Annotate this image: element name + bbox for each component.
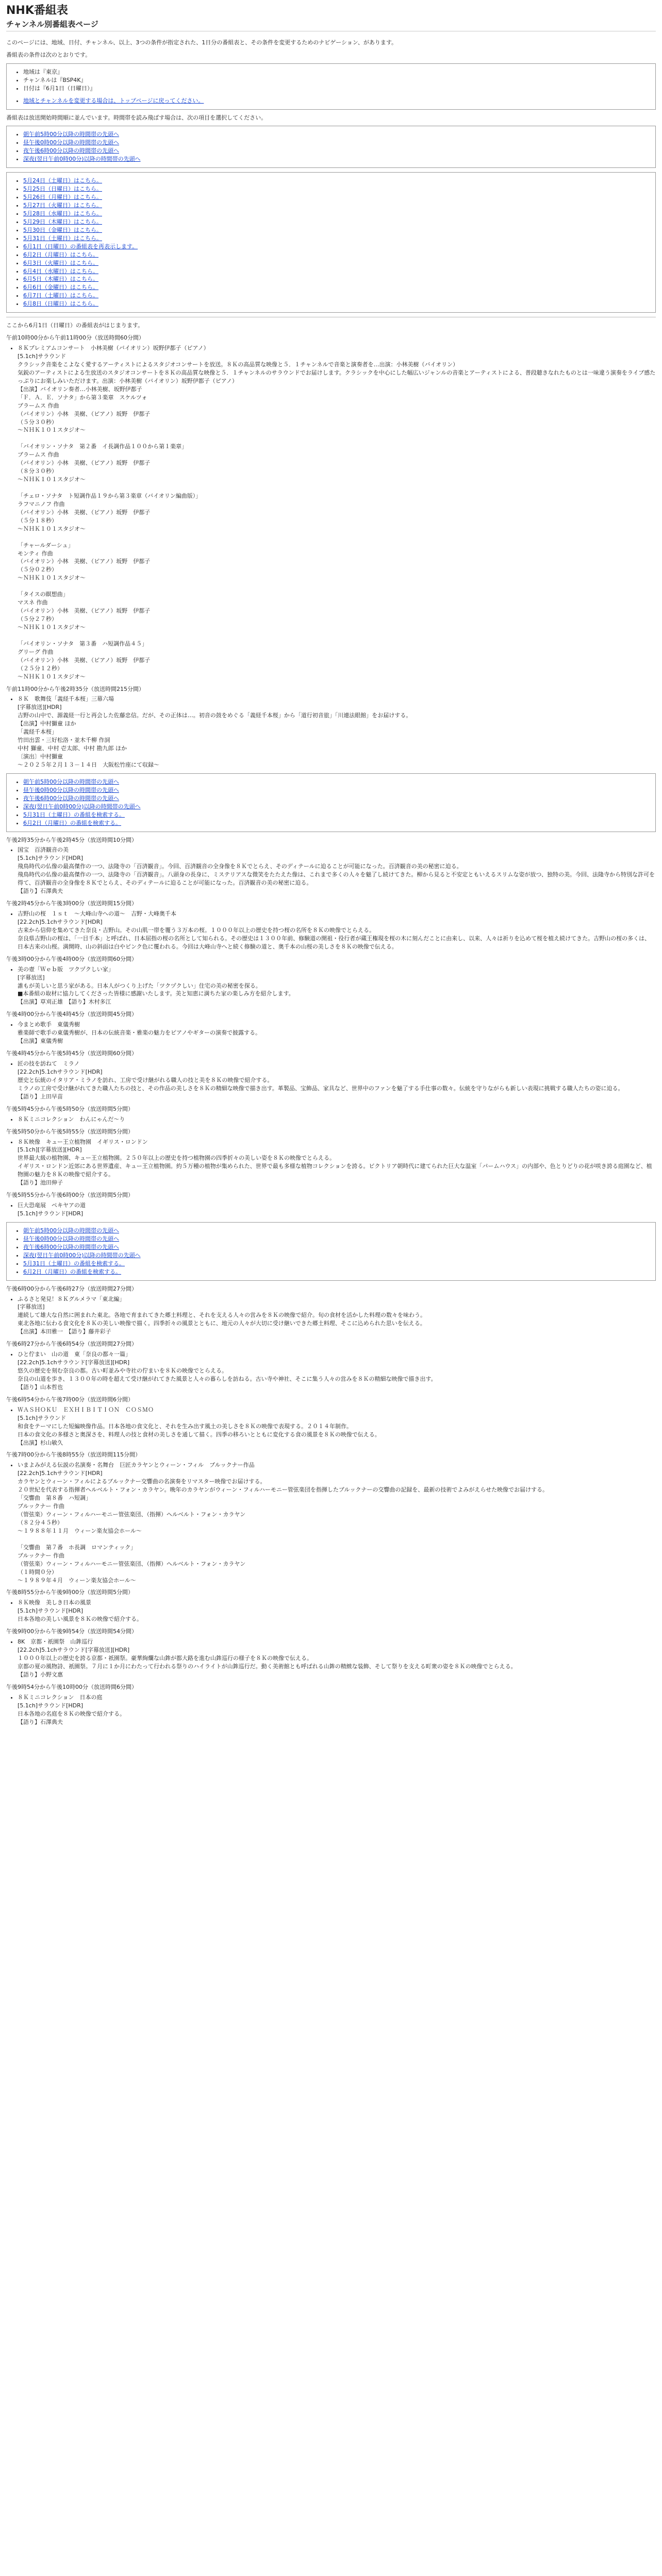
program-line: ～ＮＨＫ１０１スタジオ～ [18,476,86,483]
program-details [6,1693,656,1726]
time-nav-repeat-link[interactable]: 昼午後0時00分以降の時間帯の先頭へ [23,786,119,793]
program-line: • 今まとめ歌手 東儀秀樹 [18,1021,80,1028]
program-line: • ひと佇まい 山の道 東「奈良の都々一篇」 [18,1351,131,1358]
date-nav-link[interactable]: 5月30日（金曜日）はこちら。 [23,226,102,233]
program-line: イギリス・ロンドン近郊にある世界遺産、キュー王立植物園。約５万種の植物が集められた、世界で最も多様な植物コレクションを誇る。ビクトリア朝時代に建てられた巨大な温室「パームハウス」の内部や、色とりどりの花が咲き誇る庭園など、植物園の魅力を８Ｋの映像で紹介する。 [18,1163,652,1178]
time-nav-repeat-link[interactable]: 夜午後6時00分以降の時間帯の先頭へ [23,1243,119,1250]
time-nav-repeat-item [23,811,650,819]
program-line: ～ＮＨＫ１０１スタジオ～ [18,525,86,532]
program-line: 【語り】石澤典夫 [18,888,63,895]
program-line: ブラームス 作曲 [18,402,59,409]
program-line: • いまよみがえる伝説の名演奏・名舞台 巨匠カラヤンとウィーン・フィル ブルックナー作品 [18,1462,255,1469]
program-item [18,1638,656,1679]
program-line: [5.1ch]サラウンド [18,353,67,360]
program-line: ～ＮＨＫ１０１スタジオ～ [18,427,86,434]
program-line: 「バイオリン・ソナタ 第３番 ハ短調作品４５」 [18,640,148,647]
program-line: [22.2ch]5.1chサラウンド[字幕放送][HDR] [18,1359,130,1366]
program-line: マスネ 作曲 [18,599,48,606]
program-time: 午後5時50分から午後5時55分（放送時間5分間） [6,1128,134,1135]
program-details [6,1638,656,1679]
time-nav-repeat-item [23,1251,650,1260]
program-line: • 美の壺「Ｗｅｂ版 ツクヅクしい家」 [18,965,114,973]
program-line: 日本各地の美しい風景を８Ｋの映像で紹介する。 [18,1616,142,1623]
program-line: カラヤンとウィーン・フィルによるブルックナー交響曲の名演奏をリマスター映像でお届けする。 [18,1478,266,1485]
time-nav-repeat-link[interactable]: 夜午後6時00分以降の時間帯の先頭へ [23,794,119,802]
program-line: モンティ 作曲 [18,550,53,557]
program-details [6,344,656,681]
program-line: 【出演】本田雅一 【語り】藤井彩子 [18,1328,111,1335]
program-item [18,1461,656,1584]
program-line: 誰もが美しいと思う家がある。日本人がつくり上げた「ツクヅクしい」住宅の美の秘密を探る。 [18,982,261,989]
program-line: [22.2ch]5.1chサラウンド[HDR] [18,1068,103,1075]
program-line: 日本の食文化の多様さと奥深さを、料理人の技と食材の美しさを通して描く。四季の移ろいとともに変化する食の風景を８Ｋの映像で伝える。 [18,1431,380,1438]
time-nav-repeat-link[interactable]: 深夜(翌日午前0時00分)以降の時間帯の先頭へ [23,1251,141,1259]
program-line: （８２分４５秒） [18,1519,63,1526]
time-nav-list [12,130,650,163]
program-line: 東北各地に伝わる食文化を８Ｋの美しい映像で描く。四季折々の風景とともに、地元の人々が大切に受け継いできた郷土料理、そこに込められた思いを伝える。 [18,1320,426,1327]
program-line: 京都の夏の風物詩、祇園祭。７月に１か月にわたって行われる祭りのハイライトが山鉾巡行だ。動く美術館とも呼ばれる山鉾の精緻な装飾、そして祭りを支える町衆の姿を８Ｋの映像でとらえる。 [18,1663,517,1670]
program-details [6,1295,656,1336]
program-line: 【語り】石澤典夫 [18,1718,63,1725]
program-item [18,1295,656,1336]
program-item [18,910,656,951]
program-line: （１時間０分） [18,1568,57,1575]
time-nav-repeat-item [23,778,650,786]
program-time: 午後9時00分から午後9時54分（放送時間54分間） [6,1628,137,1635]
program-details [6,965,656,1007]
date-nav-item [23,177,650,185]
time-nav-repeat-item [23,1268,650,1276]
program-line: 「義経千本桜」 [18,728,57,736]
program-time: 午後3時00分から午後4時00分（放送時間60分間） [6,955,137,962]
date-nav-item [23,259,650,267]
program-line: [5.1ch]サラウンド[HDR] [18,1702,84,1709]
program-line: １０００年以上の歴史を誇る京都・祇園祭。豪華絢爛な山鉾が都大路を進む山鉾巡行の様子を８Ｋの映像で伝える。 [18,1655,312,1662]
program-item [18,344,656,681]
date-nav-link[interactable]: 6月5日（木曜日）はこちら。 [23,276,98,283]
time-nav-repeat-link[interactable]: 5月31日（土曜日）の番組を検索する。 [23,1260,125,1267]
program-line: （バイオリン）小林 美樹、（ピアノ）坂野 伊都子 [18,656,151,664]
program-time: 午後6時27分から午後6時54分（放送時間27分間） [6,1341,137,1348]
program-line: （２５分１２秒） [18,665,63,672]
program-time: 午後2時45分から午後3時00分（放送時間15分間） [6,900,137,907]
program-line: ～ＮＨＫ１０１スタジオ～ [18,574,86,582]
program-details [6,695,656,769]
time-nav-repeat-item [23,786,650,794]
program-line: （バイオリン）小林 美樹、（ピアノ）坂野 伊都子 [18,607,151,615]
program-line: 竹田出雲・三好松洛・並木千柳 作詞 [18,737,110,744]
program-item [18,1693,656,1726]
program-line: 【語り】小野文惠 [18,1671,63,1678]
date-nav-item [23,243,650,251]
program-line: 日本各地の名庭を８Ｋの映像で紹介する。 [18,1710,125,1717]
program-line: [字幕放送] [18,1303,45,1311]
time-nav-list-repeat [12,1227,650,1276]
date-nav-item [23,193,650,201]
program-list [6,334,656,1726]
program-details [6,1021,656,1045]
time-nav-repeat-link[interactable]: 昼午後0時00分以降の時間帯の先頭へ [23,1235,119,1242]
program-item [18,965,656,1007]
date-nav-item [23,226,650,234]
program-details [6,1350,656,1392]
program-item [18,1021,656,1045]
time-nav-repeat-item [23,1260,650,1268]
program-line: • 巨大恐竜展 ペキヤアの道 [18,1202,86,1209]
program-line: • ８Ｋミニコレクション 日本の庭 [18,1693,103,1701]
program-details [6,1406,656,1447]
program-line: （バイオリン）小林 美樹、（ピアノ）坂野 伊都子 [18,509,151,516]
time-nav-item [23,155,650,163]
program-details [6,1115,656,1124]
time-nav-repeat-item [23,1235,650,1243]
program-line: [22.2ch]5.1chサラウンド[HDR] [18,918,103,925]
time-nav-item [23,139,650,147]
program-line: 奈良の山道を歩き、１３００年の時を超えて受け継がれてきた風景と人々の暮らしを訪ねる。古い寺や神社、そこに集う人々の営みを８Ｋの精細な映像で描き出す。 [18,1375,437,1382]
program-line: （５分３０秒） [18,418,57,426]
program-line: 「チェロ・ソナタ ト短調作品１９から第３楽章（バイオリン編曲版）」 [18,492,202,499]
program-line: • 吉野山の桜 １ｓｔ ～大峰山寺への道～ 吉野・大峰奥千本 [18,910,176,918]
program-line: 歴史と伝統のイタリア・ミラノを訪れ、工房で受け継がれる職人の技と美を８Ｋの映像で紹介する。 [18,1076,273,1083]
program-line: （バイオリン）小林 美樹、（ピアノ）坂野 伊都子 [18,558,151,565]
program-line: クラシック音楽をこよなく愛するアーティストによるスタジオコンサートを放送。８Ｋの高品質な映像と５．１チャンネルで音楽と演奏者を…出演：小林美樹（バイオリン） [18,361,459,368]
program-line: ２０世紀を代表する指揮者ヘルベルト・フォン・カラヤン。晩年のカラヤンがウィーン・フィルハーモニー管弦楽団を指揮したブルックナーの交響曲の記録を、最新の技術でよみがえらせた映像でお届けする。 [18,1486,549,1494]
page-title: NHK番組表 [6,4,68,17]
date-nav-item [23,218,650,226]
program-line: 奈良県吉野山の桜は、「一目千本」と呼ばれ、日本屈指の桜の名所として知られる。その歴史は１３００年前、修験道の開祖・役行者が蔵王権現を桜の木に刻んだことに由来し、以来、人々は祈りを込めて桜を植え続けてきた。吉野山の桜の多くは、日本古来の山桜。満開時、山の斜面は白やピンク色に覆われる。今回は大峰山寺へと続く修験の道と、奥千本の山桜の美しさを８Ｋの映像で伝える。 [18,935,651,950]
program-time: 午後4時45分から午後5時45分（放送時間60分間） [6,1050,137,1057]
date-nav-link[interactable]: 5月25日（日曜日）はこちら。 [23,185,102,193]
date-nav-link[interactable]: 5月29日（木曜日）はこちら。 [23,218,102,225]
program-time: 午後8時55分から午後9時00分（放送時間5分間） [6,1589,134,1596]
program-line: • ８Ｋミニコレクション わんにゃんだ～り [18,1115,125,1123]
program-line: 【語り】上田早苗 [18,1093,63,1100]
program-time: 午前11時00分から午後2時35分（放送時間215分間） [6,685,144,692]
date-nav-item [23,251,650,259]
program-line: （バイオリン）小林 美樹、（ピアノ）坂野 伊都子 [18,460,151,467]
page-subtitle: チャンネル別番組表ページ [6,20,656,31]
time-nav-box-repeat [6,773,656,832]
program-line: 悠久の歴史を刻む奈良の都。古い町並みや寺社の佇まいを８Ｋの映像でとらえる。 [18,1367,227,1375]
date-nav-link[interactable]: 6月1日（日曜日）の番組表を再表示します。 [23,243,138,250]
program-details [6,1138,656,1188]
conditions-list [12,68,650,93]
program-item [18,1406,656,1447]
program-line: [5.1ch][字幕放送][HDR] [18,1146,82,1154]
date-nav-item [23,275,650,283]
program-time: 午後7時00分から午後8時55分（放送時間115分間） [6,1451,141,1459]
date-nav-link[interactable]: 6月2日（月曜日）はこちら。 [23,251,98,258]
program-line: ラフマニノフ 作曲 [18,500,65,507]
time-nav-repeat-link[interactable]: 深夜(翌日午前0時00分)以降の時間帯の先頭へ [23,803,141,810]
program-item [18,846,656,895]
program-line: • 国宝 百済観音の美 [18,846,69,854]
time-nav-link[interactable]: 深夜(翌日午前0時00分)以降の時間帯の先頭へ [23,156,141,163]
program-line: [22.2ch]5.1chサラウンド[字幕放送][HDR] [18,1647,130,1654]
date-nav-note: 番組表は放送開始時間順に並んでいます。時間帯を読み飛ばす場合は、次の項目を選択してください。 [6,114,267,121]
time-nav-repeat-item [23,819,650,827]
program-line: （５分２７秒） [18,616,57,623]
program-line [18,484,656,492]
time-nav-repeat-link[interactable]: 6月2日（月曜日）の番組を検索する。 [23,819,121,826]
program-line: 【出演】東儀秀樹 [18,1038,63,1045]
program-line: ブラームス 作曲 [18,451,59,459]
intro-text: このページには、地域、日付、チャンネル、以上、3つの条件が指定された、1日分の番組表と、その条件を変更するためのナビゲーション、があります。 [6,39,398,46]
program-line: （５分１８秒） [18,517,57,524]
date-nav-link[interactable]: 5月24日（土曜日）はこちら。 [23,177,102,184]
program-item [18,1599,656,1623]
program-line: ～ＮＨＫ１０１スタジオ～ [18,673,86,680]
condition-item: • チャンネルは『BSP4K』 [23,76,650,84]
program-item [18,1060,656,1101]
program-line: 古来から信仰を集めてきた奈良・吉野山。その山肌一帯を覆う３万本の桜。１０００年以上の歴史を持つ桜の名所を８Ｋの映像でとらえる。 [18,926,375,934]
program-line: 飛鳥時代の仏像の最高傑作の一つ、法隆寺の「百済観音」。八頭身の長身に、ミステリアスな微笑をたたえた像は、これまで多くの人々を魅了し続けてきた。柳から見ると不安定ともいえるスリムな姿が放つ、独特の美。今回、法隆寺から特別な許可を得て、百済観音の全身像を８Ｋでとらえ、そのディテールに迫ることが可能になった。百済観音の美の秘密に迫る。 [18,871,655,887]
time-nav-item [23,147,650,155]
program-line: （管弦楽）ウィーン・フィルハーモニー管弦楽団、（指揮）ヘルベルト・フォン・カラヤン [18,1511,246,1518]
program-line: 吉野の山中で、源義経一行と再会した佐藤忠信。だが、その正体は…。初音の鼓をめぐる「義経千本桜」から「道行初音旅」「川連法眼館」をお届けする。 [18,712,412,719]
program-line: ～１９８９年４月 ウィーン楽友協会ホール～ [18,1577,136,1584]
date-nav-link[interactable]: 5月31日（土曜日）はこちら。 [23,234,102,242]
program-line: • 8K 京都・祇園祭 山鉾巡行 [18,1638,93,1646]
program-line: • ふるさと発見！８Ｋグルメラマ「東北編」 [18,1295,125,1302]
program-time: 午後5時55分から午後6時00分（放送時間5分間） [6,1192,134,1199]
program-line: 「チャールダーシュ」 [18,541,74,549]
program-line [18,582,656,590]
program-line: • 匠の技を訪ねて ミラノ [18,1060,80,1067]
program-line: 【出演】草刈正雄 【語り】木村多江 [18,998,111,1006]
program-line: 〔演出〕中村獅童 [18,753,63,760]
program-line: （８分３０秒） [18,468,57,475]
date-nav-item [23,283,650,292]
program-item [18,1201,656,1218]
time-nav-repeat-item [23,1243,650,1251]
program-line [18,1535,656,1544]
program-time: 午前10時00分から午前11時00分（放送時間60分間） [6,334,144,342]
program-line: 【出演】杉山敏久 [18,1439,63,1446]
date-nav-item [23,234,650,243]
date-nav-link[interactable]: 5月26日（月曜日）はこちら。 [23,194,102,201]
time-nav-link[interactable]: 朝午前5時00分以降の時間帯の先頭へ [23,131,119,138]
time-nav-repeat-item [23,794,650,803]
time-nav-repeat-item [23,803,650,811]
program-line: 気鋭のアーティストによる生放送のスタジオコンサートを８Ｋの高品質な映像と５．１チャンネルのサラウンドでお届けします。クラシックを中心にした幅広いジャンルの音楽とアーティストによる、普段聴きなれたものとは一味違う演奏をライブ感たっぷりにお楽しみいただけます。出演：小林美樹（バイオリン）坂野伊都子（ピアノ） [18,369,656,384]
program-line [18,632,656,640]
program-time: 午後6時54分から午後7時00分（放送時間6分間） [6,1396,134,1403]
date-nav-list [12,177,650,308]
program-line: （バイオリン）小林 美樹、（ピアノ）坂野 伊都子 [18,410,151,417]
time-nav-repeat-link[interactable]: 5月31日（土曜日）の番組を検索する。 [23,811,125,818]
date-nav-link[interactable]: 6月4日（水曜日）はこちら。 [23,267,98,275]
program-line: • ８Ｋ 歌舞伎「義経千本桜」三幕六場 [18,696,114,703]
program-item [18,1115,656,1124]
program-line: [5.1ch]サラウンド[HDR] [18,1210,84,1217]
date-nav-link[interactable]: 5月27日（火曜日）はこちら。 [23,202,102,209]
conditions-label: 番組表の条件は次のとおりです。 [6,51,91,58]
program-line: 【出演】バイオリン奏者…小林美樹、坂野伊都子 [18,385,142,393]
time-nav-box [6,126,656,168]
program-line: ■本番組の取材に協力してくださった皆様に感謝いたします。美と知恵に満ちた家の楽しみ方を紹介します。 [18,990,294,997]
date-nav-link[interactable]: 5月28日（水曜日）はこちら。 [23,210,102,217]
program-details [6,1201,656,1218]
program-line: ブルックナー 作曲 [18,1552,65,1559]
date-nav-link[interactable]: 6月7日（土曜日）はこちら。 [23,292,98,299]
date-nav-link[interactable]: 6月3日（火曜日）はこちら。 [23,259,98,266]
program-details [6,1461,656,1584]
time-nav-list-repeat [12,778,650,827]
listing-start: ここから6月1日（日曜日）の番組表がはじまります。 [6,322,144,329]
program-line: グリーグ 作曲 [18,648,54,655]
program-line: [5.1ch]サラウンド [18,1414,67,1421]
program-line: 「タイスの瞑想曲」 [18,591,69,598]
program-line: （管弦楽）ウィーン・フィルハーモニー管弦楽団、（指揮）ヘルベルト・フォン・カラヤン [18,1560,246,1567]
time-nav-repeat-link[interactable]: 朝午前5時00分以降の時間帯の先頭へ [23,778,119,785]
conditions-box [6,63,656,110]
condition-item: • 地域は『東京』 [23,68,650,76]
program-line: ～ＮＨＫ１０１スタジオ～ [18,623,86,631]
program-line: 【語り】池田伸子 [18,1179,63,1187]
program-line: [字幕放送] [18,974,45,981]
program-line: 和食をテーマにした短編映像作品。日本各地の食文化と、それを生み出す風土の美しさを８Ｋの映像で表現する。２０１４年制作。 [18,1422,352,1430]
program-line: 【出演】中村獅童 ほか [18,720,76,727]
condition-item: • 日付は『6月1日（日曜日）』 [23,84,650,93]
date-nav-item [23,267,650,276]
time-nav-item [23,130,650,139]
time-nav-repeat-link[interactable]: 朝午前5時00分以降の時間帯の先頭へ [23,1227,119,1234]
program-line: 【語り】山本哲也 [18,1383,63,1391]
program-line: 「交響曲 第７番 ホ長調 ロマンティック」 [18,1544,137,1551]
program-line: ミラノの工房で受け継がれてきた職人たちの技と、その作品の美しさを８Ｋの精細な映像で描き出す。革製品、宝飾品、家具など、世界中のファンを魅了する手仕事の数々。伝統を守りながらも新しい表現に挑戦する職人たちの姿に迫る。 [18,1084,624,1092]
program-line: • ８Ｋ映像 キュー王立植物園 イギリス・ロンドン [18,1138,148,1145]
program-line: [5.1ch]サラウンド[HDR] [18,1607,84,1615]
time-nav-link[interactable]: 昼午後0時00分以降の時間帯の先頭へ [23,139,119,146]
program-line: [5.1ch]サラウンド[HDR] [18,855,84,862]
program-line: 飛鳥時代の仏像の最高傑作の一つ、法隆寺の「百済観音」。今回、百済観音の全身像を８Ｋでとらえ、そのディテールに迫ることが可能になった。百済観音の美の秘密に迫る。 [18,863,462,870]
program-item [18,695,656,769]
program-line: [字幕放送][HDR] [18,704,62,711]
program-time: 午後4時00分から午後4時45分（放送時間45分間） [6,1011,137,1018]
date-nav-item [23,292,650,300]
program-line: （５分０２秒） [18,566,57,573]
program-time: 午後2時35分から午後2時45分（放送時間10分間） [6,836,137,843]
date-nav-item [23,210,650,218]
program-details [6,846,656,895]
change-condition-link[interactable]: 地域とチャンネルを変更する場合は、トップページに戻ってください。 [23,97,204,104]
date-nav-item [23,300,650,308]
program-line [18,533,656,541]
program-line: ～１９８８年１１月 ウィーン楽友協会ホール～ [18,1527,142,1534]
date-nav-box [6,172,656,313]
program-line: 「交響曲 第８番 ハ短調」 [18,1495,91,1502]
program-details [6,1060,656,1101]
time-nav-repeat-item [23,1227,650,1235]
program-item [18,1138,656,1188]
program-line: ブルックナー 作曲 [18,1503,65,1510]
time-nav-link[interactable]: 夜午後6時00分以降の時間帯の先頭へ [23,147,119,155]
program-details [6,910,656,951]
program-line: 「バイオリン・ソナタ 第２番 イ長調作品１００から第１楽章」 [18,443,188,450]
time-nav-box-repeat [6,1222,656,1281]
program-line [18,434,656,443]
program-time: 午後9時54分から午後10時00分（放送時間6分間） [6,1683,137,1690]
program-line: [22.2ch]5.1chサラウンド[HDR] [18,1470,103,1477]
program-line: 雅楽師で歌手の東儀秀樹が、日本の伝統音楽・雅楽の魅力をピアノやギターの演奏で披露する。 [18,1029,261,1037]
date-nav-link[interactable]: 6月8日（日曜日）はこちら。 [23,300,98,308]
program-line: 中村 獅童、中村 壱太郎、中村 勘九郎 ほか [18,745,127,752]
date-nav-item [23,201,650,210]
program-line: • ＷＡＳＨＯＫＵ ＥＸＨＩＢＩＴＩＯＮ ＣＯＳＭＯ [18,1406,154,1413]
program-time: 午後6時00分から午後6時27分（放送時間27分間） [6,1285,137,1292]
program-line: 「Ｆ．Ａ．Ｅ．ソナタ」から第３楽章 スケルツォ [18,394,147,401]
date-nav-link[interactable]: 6月6日（金曜日）はこちら。 [23,284,98,291]
program-line: • ８Ｋプレミアムコンサート 小林美樹（バイオリン）坂野伊都子（ピアノ） [18,345,209,352]
program-line: • ８Ｋ映像 美しき日本の風景 [18,1599,91,1606]
time-nav-repeat-link[interactable]: 6月2日（月曜日）の番組を検索する。 [23,1268,121,1275]
program-item [18,1350,656,1392]
program-line: 連続して雄大な自然に囲まれた東北。各地で育まれてきた郷土料理と、それを支える人々の営みを８Ｋの映像で紹介。旬の食材を活かした料理の数々を味わう。 [18,1312,426,1319]
program-line: ～２０２５年２月１３－１４日 大阪松竹座にて収録～ [18,761,159,768]
program-line: 世界最大級の植物園、キュー王立植物園。２５０年以上の歴史を持つ植物園の四季折々の美しい姿を８Ｋの映像でとらえる。 [18,1155,335,1162]
date-nav-item [23,185,650,193]
program-time: 午後5時45分から午後5時50分（放送時間5分間） [6,1105,134,1112]
program-details [6,1599,656,1623]
